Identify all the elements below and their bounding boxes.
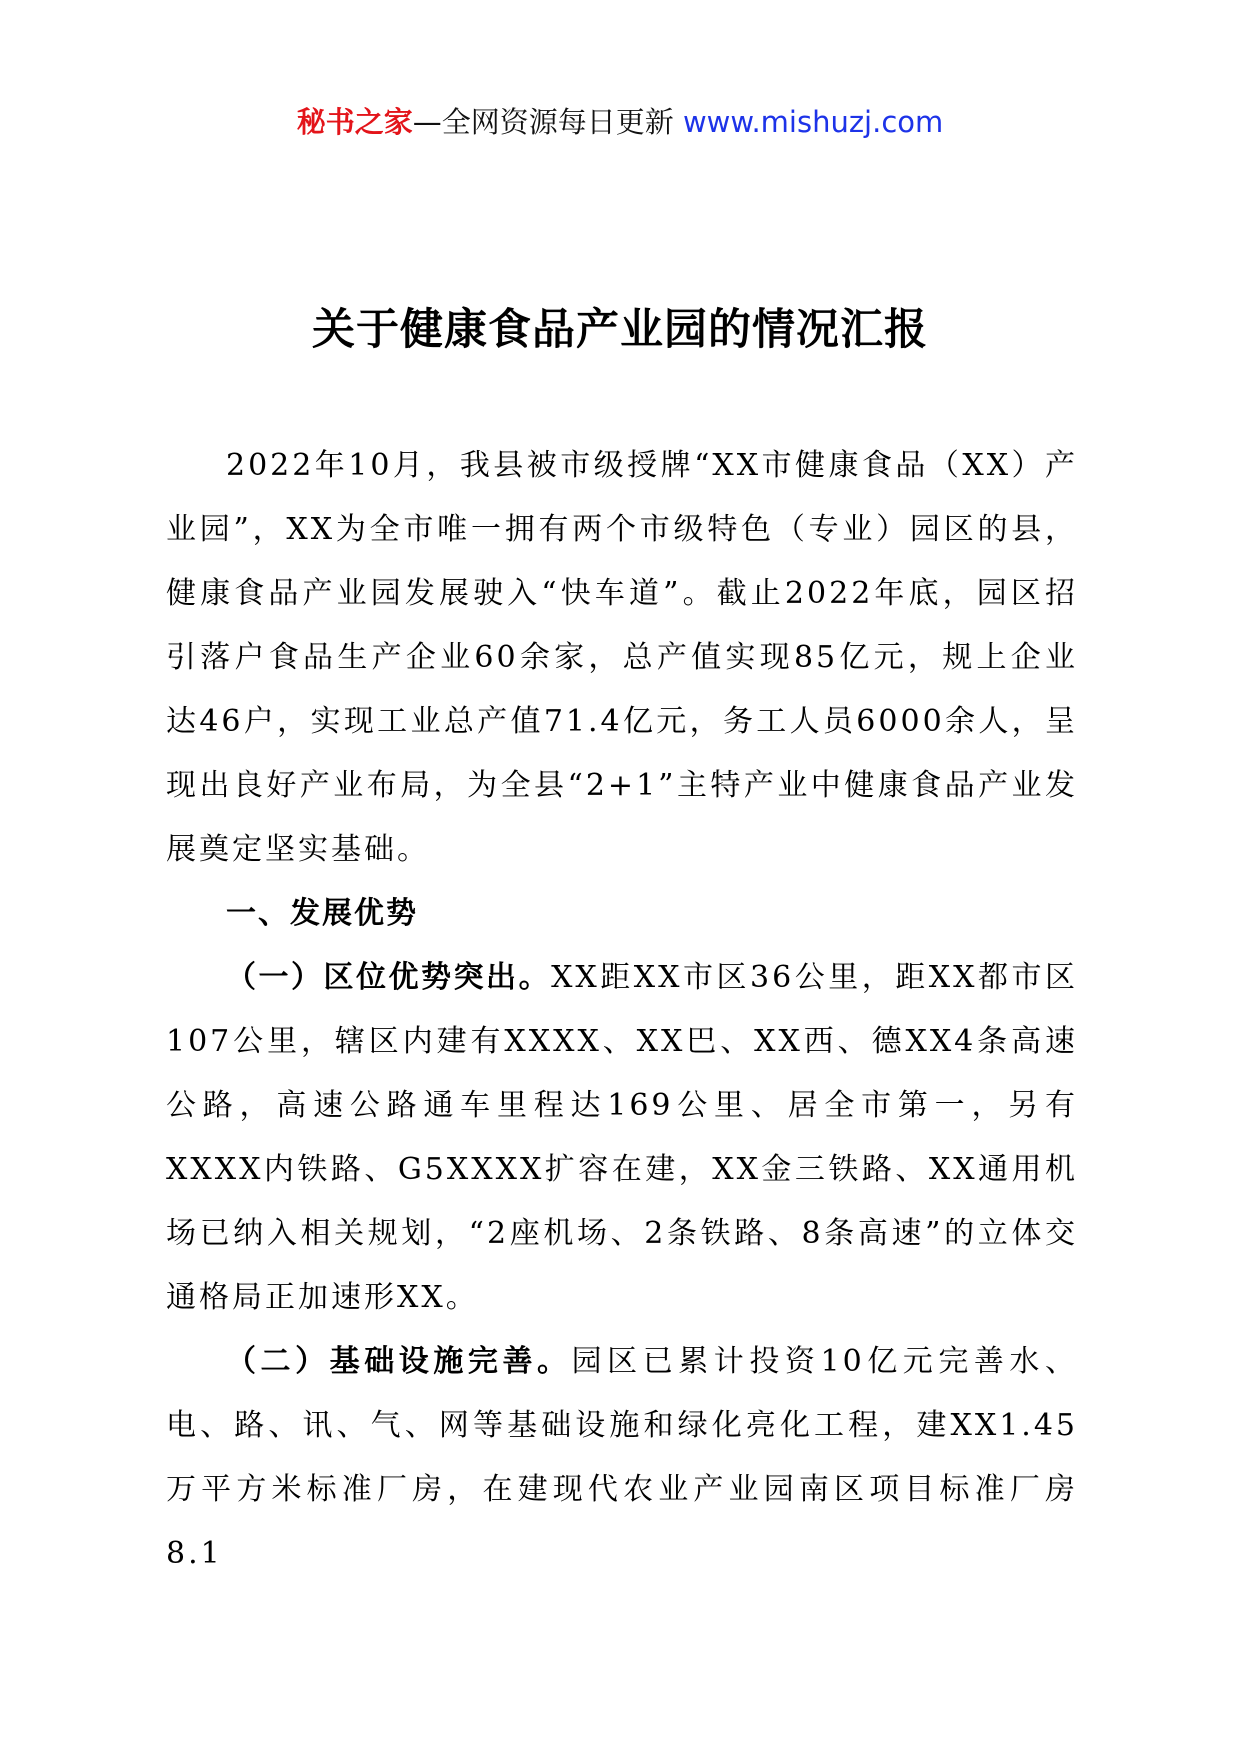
item-2-text: 园区已累计投资10亿元完善水、电、路、讯、气、网等基础设施和绿化亮化工程，建XX1.45万平方米标准厂房，在建现代农业产业园南区项目标准厂房8.1: [166, 1344, 1078, 1571]
item-1-paragraph: [166, 946, 1078, 1330]
item-1-text: XX距XX市区36公里，距XX都市区107公里，辖区内建有XXXX、XX巴、XX西、德XX4条高速公路，高速公路通车里程达169公里、居全市第一，另有XXXX内铁路、G5XXXX扩容在建，XX金三铁路、XX通用机场已纳入相关规划，“2座机场、2条铁路、8条高速”的立体交通格局正加速形XX。: [166, 960, 1078, 1315]
section-heading: 一、发展优势: [226, 896, 418, 931]
header-tagline: —全网资源每日更新: [412, 105, 683, 139]
item-1-lead: （一）区位优势突出。: [226, 960, 552, 995]
document-body: [166, 434, 1078, 1586]
site-header: [0, 100, 1240, 144]
site-url: www.mishuzj.com: [682, 105, 944, 139]
item-2-paragraph: [166, 1330, 1078, 1586]
brand-name: 秘书之家: [296, 105, 413, 139]
intro-paragraph: 2022年10月，我县被市级授牌“XX市健康食品（XX）产业园”，XX为全市唯一拥有两个市级特色（专业）园区的县，健康食品产业园发展驶入“快车道”。截止2022年底，园区招引落户食品生产企业60余家，总产值实现85亿元，规上企业达46户，实现工业总产值71.4亿元，务工人员6000余人，呈现出良好产业布局，为全县“2+1”主特产业中健康食品产业发展奠定坚实基础。: [166, 448, 1078, 867]
item-2-lead: （二）基础设施完善。: [226, 1344, 572, 1379]
document-title: 关于健康食品产业园的情况汇报: [312, 305, 928, 355]
